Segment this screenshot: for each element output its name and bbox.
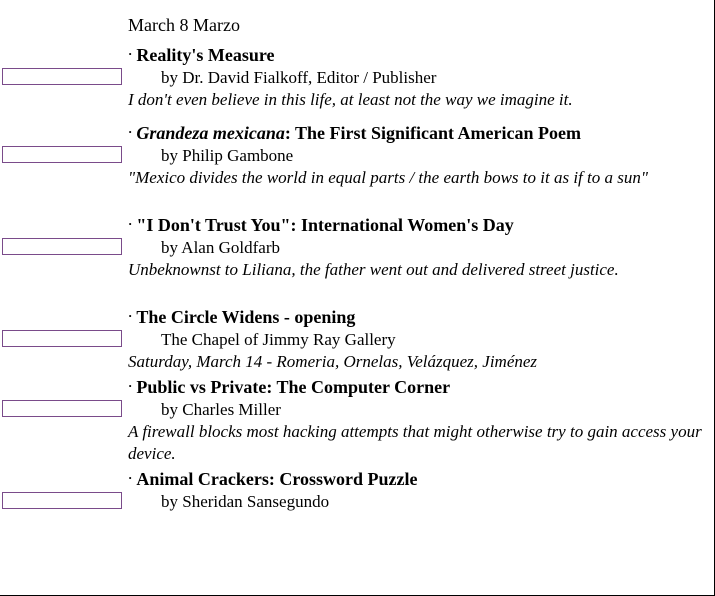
article-headline <box>128 212 703 237</box>
article-byline: by Dr. David Fialkoff, Editor / Publisher <box>161 68 437 87</box>
list-item <box>0 104 715 196</box>
article-byline: by Alan Goldfarb <box>161 238 280 257</box>
bullet-icon: · <box>128 470 133 485</box>
list-item <box>0 450 715 510</box>
article-byline: The Chapel of Jimmy Ray Gallery <box>161 330 396 349</box>
article-title-link[interactable]: Animal Crackers: Crossword Puzzle <box>136 469 418 489</box>
article-byline: by Philip Gambone <box>161 146 294 165</box>
article-headline <box>128 374 703 399</box>
article-thumbnail[interactable] <box>2 400 122 417</box>
list-item <box>0 196 715 288</box>
article-list <box>0 42 715 510</box>
article-headline <box>128 304 703 329</box>
article-teaser: I don't even believe in this life, at least not the way we imagine it. <box>128 90 573 109</box>
list-item <box>0 42 715 109</box>
list-item <box>0 358 715 463</box>
article-byline: by Sheridan Sansegundo <box>161 492 330 511</box>
article-thumbnail[interactable] <box>2 238 122 255</box>
article-thumbnail[interactable] <box>2 146 122 163</box>
article-byline: by Charles Miller <box>161 400 281 419</box>
bullet-icon: · <box>128 216 133 231</box>
article-title-link[interactable]: Public vs Private: The Computer Corner <box>136 377 451 397</box>
article-teaser: A firewall blocks most hacking attempts that might otherwise try to gain access your device. <box>128 422 702 463</box>
article-title-link[interactable]: "I Don't Trust You": International Women's Day <box>136 215 514 235</box>
article-thumbnail[interactable] <box>2 330 122 347</box>
article-headline <box>128 466 703 491</box>
article-thumbnail[interactable] <box>2 492 122 509</box>
article-title-link[interactable]: Reality's Measure <box>136 45 275 65</box>
article-title-link[interactable]: The Circle Widens - opening <box>136 307 356 327</box>
bullet-icon: · <box>128 378 133 393</box>
article-thumbnail[interactable] <box>2 68 122 85</box>
article-headline <box>128 42 703 67</box>
bullet-icon: · <box>128 124 133 139</box>
article-title-italic: Grandeza mexicana <box>136 123 285 143</box>
article-title-rest: : The First Significant American Poem <box>284 123 581 143</box>
bullet-icon: · <box>128 46 133 61</box>
article-title-link[interactable] <box>136 123 581 143</box>
article-teaser: "Mexico divides the world in equal parts / the earth bows to it as if to a sun" <box>128 168 648 187</box>
article-teaser: Saturday, March 14 - Romeria, Ornelas, Velázquez, Jiménez <box>128 352 538 371</box>
list-item <box>0 288 715 371</box>
date-line: March 8 Marzo <box>128 15 240 35</box>
article-headline <box>128 120 703 145</box>
bullet-icon: · <box>128 308 133 323</box>
article-teaser: Unbeknownst to Liliana, the father went out and delivered street justice. <box>128 260 619 279</box>
